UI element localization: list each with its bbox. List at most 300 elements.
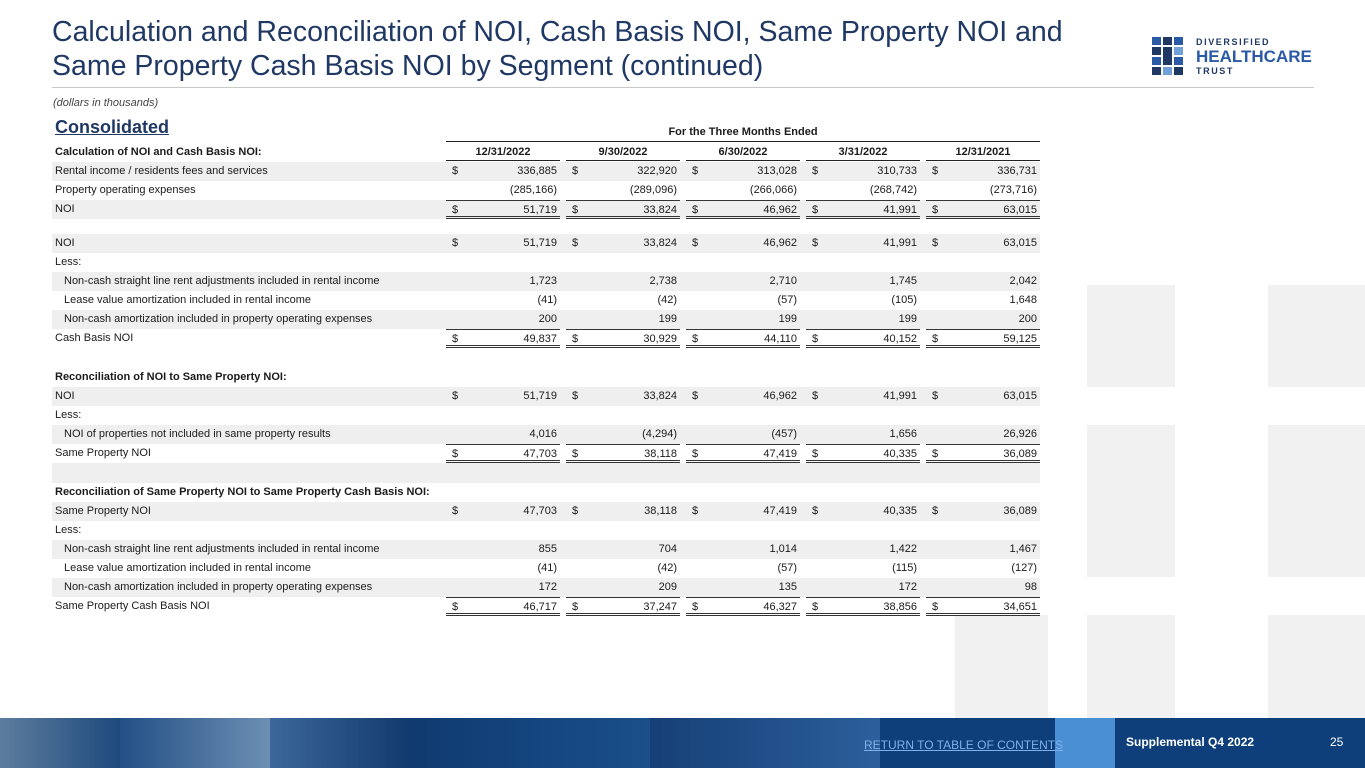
table-cell [926,578,1040,597]
row-label: Non-cash straight line rent adjustments included in rental income [64,275,380,287]
cell-value: 46,717 [523,601,557,613]
table-cell [566,387,680,406]
cell-value: 33,824 [643,390,677,402]
table-row [52,406,1040,425]
table-cell [446,200,560,219]
table-cell [566,463,680,482]
currency-symbol: $ [932,333,939,345]
row-label: Cash Basis NOI [55,332,134,344]
table-cell [806,540,920,559]
cell-value: 200 [1018,313,1037,325]
table-cell [926,483,1040,502]
table-cell [686,329,800,348]
table-row [52,181,1040,200]
footer-image [120,718,270,768]
cell-value: 46,962 [763,204,797,216]
table-cell [806,597,920,616]
table-cell [686,578,800,597]
currency-symbol: $ [932,505,939,517]
table-cell [446,502,560,521]
currency-symbol: $ [572,165,579,177]
cell-value: 1,014 [769,543,797,555]
table-row [52,502,1040,521]
row-label: Lease value amortization included in rental income [64,294,312,306]
table-row [52,368,1040,387]
table-cell [686,253,800,272]
row-label: NOI of properties not included in same property results [64,428,331,440]
table-cell [926,272,1040,291]
row-label: Calculation of NOI and Cash Basis NOI: [55,146,262,158]
logo-line-1: DIVERSIFIED [1196,37,1271,47]
table-cell [926,253,1040,272]
table-cell [446,181,560,200]
table-cell [806,200,920,219]
table-cell [926,181,1040,200]
logo-line-3: TRUST [1196,66,1234,76]
cell-value: 63,015 [1003,204,1037,216]
table-cell [566,425,680,444]
table-cell [806,425,920,444]
table-cell [686,463,800,482]
table-cell [926,329,1040,348]
currency-symbol: $ [572,237,579,249]
currency-symbol: $ [452,448,459,460]
table-cell [926,521,1040,540]
table-cell [446,578,560,597]
cell-value: 49,837 [523,333,557,345]
footer-image [650,718,880,768]
table-cell [686,387,800,406]
table-cell [686,162,800,181]
currency-symbol: $ [932,601,939,613]
table-cell [566,200,680,219]
decorative-block [1268,285,1365,387]
table-row [52,559,1040,578]
currency-symbol: $ [692,204,699,216]
row-label: NOI [55,390,75,402]
table-row [52,253,1040,272]
table-cell [566,291,680,310]
row-label: Less: [55,524,82,536]
currency-symbol: $ [452,333,459,345]
row-label: Property operating expenses [55,184,196,196]
currency-symbol: $ [932,448,939,460]
period-heading: For the Three Months Ended [668,126,818,138]
table-row [52,540,1040,559]
cell-value: 336,731 [997,165,1037,177]
cell-value: (115) [892,562,917,574]
table-row [52,234,1040,253]
cell-value: 2,710 [769,275,797,287]
currency-symbol: $ [572,204,579,216]
currency-symbol: $ [812,333,819,345]
currency-symbol: $ [572,448,579,460]
currency-symbol: $ [572,333,579,345]
table-cell [926,540,1040,559]
cell-value: 26,926 [1003,428,1037,440]
table-cell [686,502,800,521]
table-cell [446,272,560,291]
decorative-block [955,615,1048,718]
table-cell [446,597,560,616]
currency-symbol: $ [932,237,939,249]
table-cell [446,406,560,425]
cell-value: 36,089 [1003,448,1037,460]
cell-value: 1,422 [889,543,917,555]
currency-symbol: $ [812,237,819,249]
table-cell [686,348,800,367]
cell-value: 44,110 [764,333,797,345]
currency-symbol: $ [452,390,459,402]
table-cell [806,348,920,367]
row-label: NOI [55,237,75,249]
period-divider [446,141,1040,142]
cell-value: 4,016 [529,428,557,440]
cell-value: 310,733 [877,165,917,177]
table-cell [806,406,920,425]
table-row [52,521,1040,540]
table-cell [566,502,680,521]
row-label: Less: [55,256,82,268]
cell-value: 199 [898,313,917,325]
table-cell [926,368,1040,387]
cell-value: 199 [778,313,797,325]
table-cell [566,310,680,329]
column-header: 12/31/2021 [955,146,1011,158]
cell-value: (105) [891,294,917,306]
table-cell [926,200,1040,219]
footer-image [1055,718,1115,768]
cell-value: 46,962 [763,390,797,402]
cell-value: 313,028 [757,165,797,177]
cell-value: (42) [657,294,677,306]
cell-value: 1,467 [1009,543,1037,555]
cell-value: 704 [658,543,677,555]
table-cell [566,253,680,272]
row-label: Non-cash amortization included in property operating expenses [64,313,373,325]
cell-value: 1,745 [889,275,917,287]
table-cell [446,463,560,482]
cell-value: 172 [898,581,917,593]
table-cell [806,463,920,482]
table-cell [926,162,1040,181]
cell-value: 41,991 [883,390,917,402]
cell-value: 46,962 [763,237,797,249]
currency-symbol: $ [812,165,819,177]
cell-value: 51,719 [523,390,557,402]
currency-symbol: $ [572,390,579,402]
row-label: Less: [55,409,82,421]
cell-value: (57) [777,562,797,574]
row-label: Non-cash amortization included in property operating expenses [64,581,373,593]
currency-symbol: $ [812,601,819,613]
table-cell [446,291,560,310]
table-cell [806,368,920,387]
cell-value: (41) [537,562,557,574]
cell-value: (4,294) [642,428,677,440]
table-row [52,483,1040,502]
table-row [52,463,1040,483]
cell-value: (57) [777,294,797,306]
table-cell [806,578,920,597]
cell-value: 46,327 [763,601,797,613]
table-cell [926,463,1040,482]
footer-image [270,718,410,768]
table-cell [446,162,560,181]
cell-value: 336,885 [517,165,557,177]
table-cell [686,310,800,329]
cell-value: 1,648 [1009,294,1037,306]
cell-value: 63,015 [1003,237,1037,249]
cell-value: (457) [771,428,797,440]
table-cell [806,329,920,348]
table-cell [926,597,1040,616]
cell-value: 855 [538,543,557,555]
table-cell [686,425,800,444]
table-cell [566,444,680,463]
currency-symbol: $ [692,237,699,249]
currency-symbol: $ [692,390,699,402]
currency-symbol: $ [812,204,819,216]
table-cell [806,444,920,463]
table-row [52,219,1040,234]
table-row [52,200,1040,219]
logo-wordmark [1196,37,1312,76]
cell-value: 38,856 [883,601,917,613]
table-cell [806,181,920,200]
table-cell [686,272,800,291]
currency-symbol: $ [692,448,699,460]
decorative-block [1087,425,1175,577]
cell-value: 40,335 [883,505,917,517]
table-cell [446,143,560,161]
table-cell [446,329,560,348]
currency-symbol: $ [932,390,939,402]
units-note: (dollars in thousands) [53,97,159,109]
table-cell [926,348,1040,367]
table-cell [566,181,680,200]
page-title: Calculation and Reconciliation of NOI, Cash Basis NOI, Same Property NOI and Same Property Cash Basis NOI by Segment (continued) [52,16,1063,82]
table-cell [926,234,1040,253]
table-row [52,291,1040,310]
currency-symbol: $ [932,204,939,216]
cell-value: 38,118 [644,505,677,517]
table-row [52,348,1040,368]
table-cell [446,387,560,406]
cell-value: 59,125 [1003,333,1037,345]
cell-value: (266,066) [749,184,797,196]
table-cell [446,483,560,502]
currency-symbol: $ [692,505,699,517]
cell-value: 40,335 [883,448,917,460]
cell-value: 47,703 [523,448,557,460]
row-label: Lease value amortization included in rental income [64,562,312,574]
table-row [52,310,1040,329]
table-cell [926,425,1040,444]
row-label: Same Property Cash Basis NOI [55,600,210,612]
table-row [52,444,1040,463]
cell-value: 38,118 [644,448,677,460]
table-cell [566,329,680,348]
table-cell [926,310,1040,329]
table-cell [566,348,680,367]
table-cell [806,272,920,291]
table-cell [566,406,680,425]
table-cell [686,143,800,161]
cell-value: (127) [1011,562,1037,574]
table-cell [446,425,560,444]
currency-symbol: $ [692,333,699,345]
table-row [52,425,1040,444]
table-cell [806,559,920,578]
cell-value: 199 [658,313,677,325]
cell-value: 30,929 [643,333,677,345]
table-cell [446,540,560,559]
table-cell [806,291,920,310]
table-cell [446,444,560,463]
company-logo [1152,37,1322,77]
table-cell [926,406,1040,425]
table-cell [926,444,1040,463]
currency-symbol: $ [452,601,459,613]
cell-value: 36,089 [1003,505,1037,517]
currency-symbol: $ [452,505,459,517]
currency-symbol: $ [572,601,579,613]
currency-symbol: $ [452,204,459,216]
table-cell [566,272,680,291]
cell-value: 2,738 [649,275,677,287]
cell-value: (273,716) [989,184,1037,196]
table-row [52,597,1040,616]
table-cell [566,368,680,387]
cell-value: (285,166) [509,184,557,196]
table-row [52,387,1040,406]
row-label: Rental income / residents fees and services [55,165,268,177]
cell-value: 1,656 [889,428,917,440]
table-cell [806,253,920,272]
table-row [52,162,1040,181]
column-header: 9/30/2022 [598,146,648,158]
table-cell [566,597,680,616]
table-cell [686,540,800,559]
table-cell [686,406,800,425]
footer-image [0,718,120,768]
table-row [52,143,1040,162]
table-cell [446,310,560,329]
table-cell [686,368,800,387]
cell-value: 135 [778,581,797,593]
row-label: Same Property NOI [55,505,151,517]
currency-symbol: $ [932,165,939,177]
table-cell [926,143,1040,161]
cell-value: 33,824 [643,204,677,216]
table-cell [806,234,920,253]
cell-value: 40,152 [883,333,917,345]
table-cell [686,521,800,540]
cell-value: 322,920 [637,165,677,177]
cell-value: (41) [537,294,557,306]
cell-value: 41,991 [883,237,917,249]
logo-line-2: HEALTHCARE [1196,47,1312,66]
table-cell [566,162,680,181]
table-cell [446,253,560,272]
decorative-block [1087,615,1175,718]
currency-symbol: $ [812,505,819,517]
table-cell [566,143,680,161]
title-divider [52,87,1314,88]
noi-table [52,143,1040,616]
table-cell [566,483,680,502]
cell-value: 34,651 [1003,601,1037,613]
cell-value: 47,419 [763,505,797,517]
table-cell [806,310,920,329]
table-cell [806,502,920,521]
table-cell [926,291,1040,310]
cell-value: 98 [1024,581,1037,593]
table-cell [806,387,920,406]
cell-value: 37,247 [643,601,677,613]
footer-image [410,718,650,768]
table-cell [686,483,800,502]
page-number: 25 [1330,735,1344,749]
logo-grid-icon [1152,37,1190,75]
table-cell [926,559,1040,578]
table-cell [926,387,1040,406]
column-header: 6/30/2022 [718,146,768,158]
table-cell [686,181,800,200]
cell-value: (289,096) [629,184,677,196]
table-cell [686,234,800,253]
cell-value: 33,824 [643,237,677,249]
table-cell [566,559,680,578]
section-heading: Consolidated [55,117,170,137]
row-label: Non-cash straight line rent adjustments included in rental income [64,543,380,555]
column-header: 12/31/2022 [475,146,531,158]
table-cell [806,521,920,540]
cell-value: 2,042 [1009,275,1037,287]
table-cell [446,348,560,367]
cell-value: 63,015 [1003,390,1037,402]
decorative-block [1268,425,1365,577]
return-to-toc-link[interactable]: RETURN TO TABLE OF CONTENTS [864,738,1064,752]
decorative-block [1087,285,1175,387]
cell-value: 51,719 [523,204,557,216]
cell-value: 200 [538,313,557,325]
table-cell [686,444,800,463]
table-cell [446,234,560,253]
row-label: Same Property NOI [55,447,151,459]
table-cell [446,521,560,540]
table-row [52,329,1040,348]
currency-symbol: $ [572,505,579,517]
table-cell [806,162,920,181]
currency-symbol: $ [452,237,459,249]
table-row [52,578,1040,597]
column-header: 3/31/2022 [838,146,888,158]
table-cell [446,368,560,387]
cell-value: 1,723 [529,275,557,287]
cell-value: 47,419 [763,448,797,460]
currency-symbol: $ [692,601,699,613]
supplemental-label: Supplemental Q4 2022 [1126,735,1255,749]
table-cell [566,234,680,253]
cell-value: 51,719 [523,237,557,249]
table-cell [686,597,800,616]
table-row [52,272,1040,291]
currency-symbol: $ [452,165,459,177]
table-cell [686,200,800,219]
table-cell [686,559,800,578]
